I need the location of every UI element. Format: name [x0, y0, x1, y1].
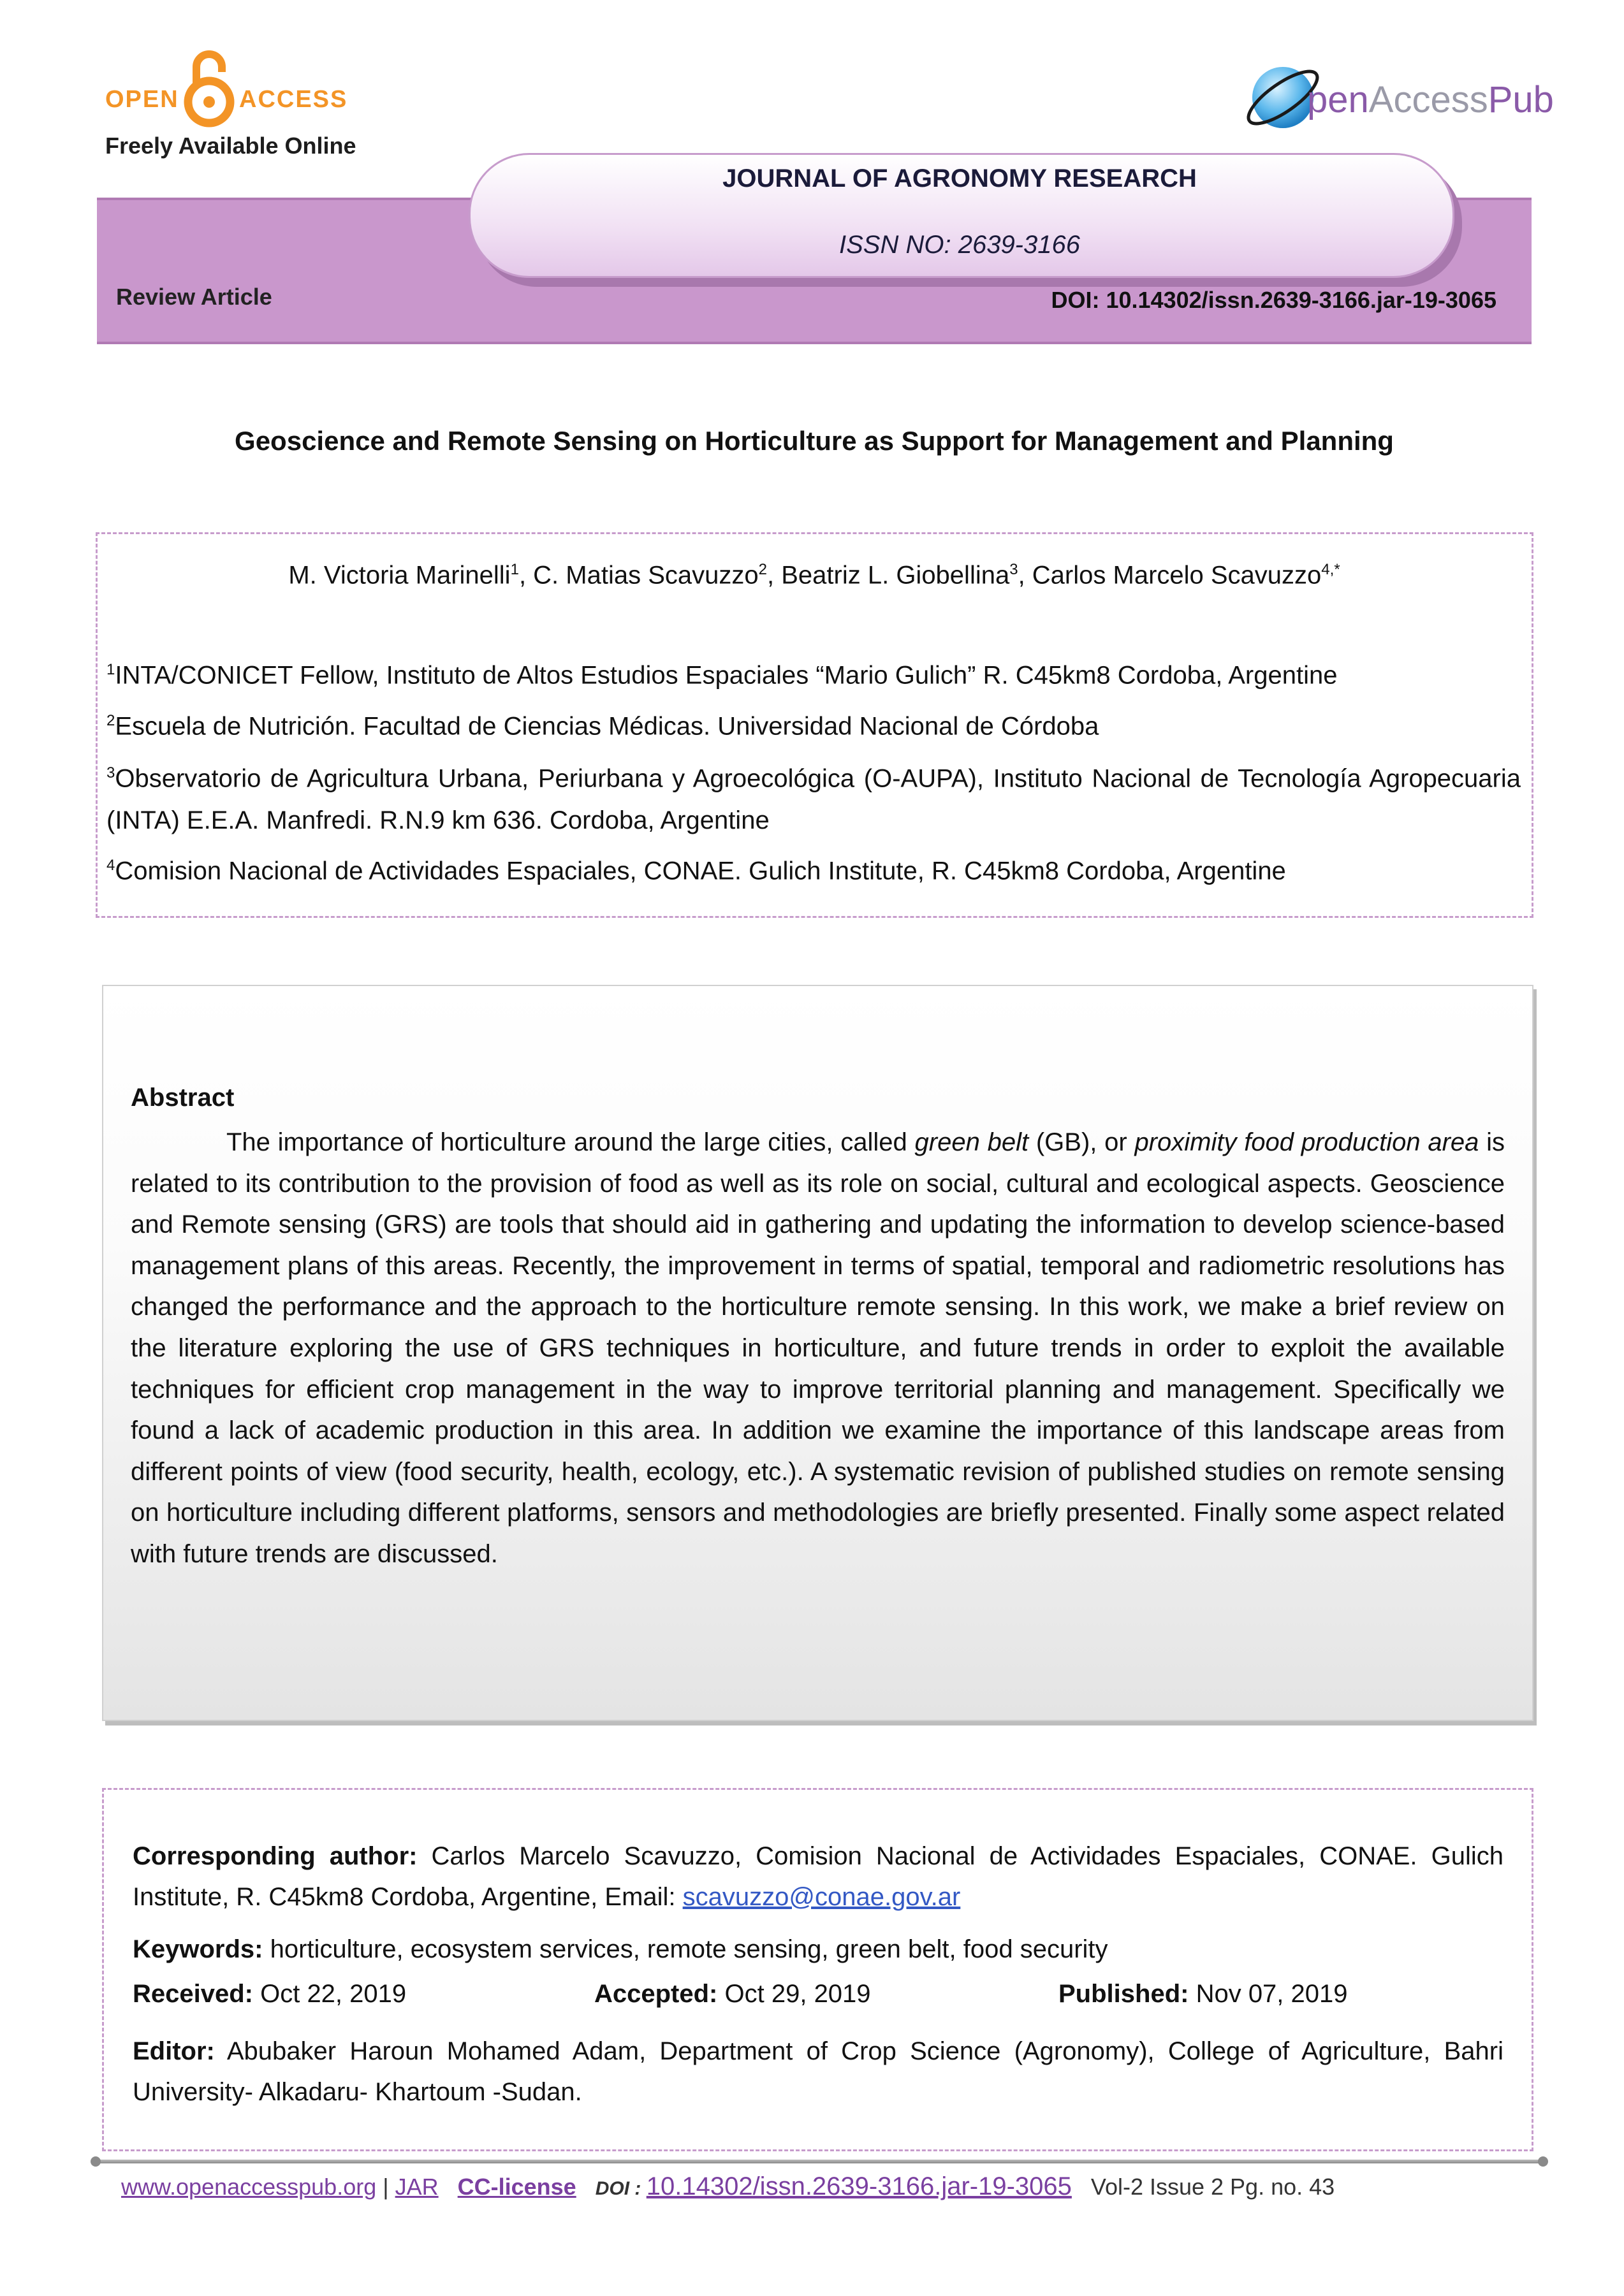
openaccesspub-wordmark: penAccessPub [1307, 79, 1554, 120]
editor-info: Editor: Abubaker Haroun Mohamed Adam, Department of Crop Science (Agronomy), College of Agriculture, Bahri University- Alkadaru- Khartoum -Sudan. [133, 2037, 1503, 2106]
published-date: Published: Nov 07, 2019 [1058, 1980, 1348, 2008]
license-link[interactable]: CC-license [457, 2174, 576, 2200]
affiliation-4: $^4$Comision Nacional de Actividades Espaciales, CONAE. Gulich Institute, R. C45km8 Cordoba, Argentine [106, 857, 1286, 885]
corresponding-author: Corresponding author: Carlos Marcelo Scavuzzo, Comision Nacional de Actividades Espaciales, CONAE. Gulich Institute, R. C45km8 Cordoba, Argentine, Email: scavuzzo@conae.gov.ar [133, 1842, 1503, 1911]
open-access-access-word: ACCESS [239, 86, 348, 113]
header-doi: DOI: 10.14302/issn.2639-3166.jar-19-3065 [1051, 287, 1496, 313]
open-access-open-word: OPEN [105, 86, 179, 113]
email-link[interactable]: scavuzzo@conae.gov.ar [682, 1883, 961, 1911]
article-type: Review Article [116, 284, 272, 310]
website-link[interactable]: www.openaccesspub.org [121, 2174, 377, 2200]
author-list: M. Victoria Marinelli$^1$, C. Matias Scavuzzo$^2$, Beatriz L. Giobellina$^3$, Carlos Marcelo Scavuzzo$^{4,*}$ [288, 561, 1340, 590]
term-green-belt: green belt [914, 1128, 1029, 1156]
author-name: M. Victoria Marinelli [288, 561, 511, 590]
journal-link[interactable]: JAR [395, 2174, 439, 2200]
volume-page-info: Vol-2 Issue 2 Pg. no. 43 [1090, 2174, 1335, 2200]
affiliation-3: $^3$Observatorio de Agricultura Urbana, Periurbana y Agroecológica (O-AUPA), Instituto Nacional de Tecnología Agropecuaria (INTA) E.E.A. Manfredi. R.N.9 km 636. Cordoba, Argentine [106, 764, 1521, 835]
abstract-heading: Abstract [131, 1084, 235, 1112]
author-sup: 4,* [1321, 561, 1340, 578]
term-proximity-food: proximity food production area [1134, 1128, 1479, 1156]
footer-doi-label: DOI : [595, 2178, 647, 2199]
author-sup: 2 [758, 561, 767, 578]
footer-divider [96, 2160, 1543, 2163]
abstract-text: The importance of horticulture around the large cities, called green belt (GB), or proximity food production area is related to its contribution to the provision of food as well as its role on social, cultural and ecological aspects. Geoscience and Remote sensing (GRS) are tools that should aid in gathering and updating the information to develop science-based management plans of this areas. Recently, the improvement in terms of spatial, temporal and radiometric resolutions has changed the performance and the approach to the horticulture remote sensing. In this work, we make a brief review on the literature exploring the use of GRS techniques in horticulture, and future trends in order to exploit the available techniques for efficient crop management in the way to improve territorial planning and management. Specifically we found a lack of academic production in this area. In addition we examine the importance of this landscape areas from different points of view (food security, health, ecology, etc.). A systematic revision of published studies on remote sensing on horticulture including different platforms, sensors and methodologies are briefly presented. Finally some aspect related with future trends are discussed. [131, 1128, 1505, 1568]
author-name: Carlos Marcelo Scavuzzo [1032, 561, 1322, 590]
author-name: Beatriz L. Giobellina [781, 561, 1010, 590]
author-sup: 1 [510, 561, 519, 578]
received-date: Received: Oct 22, 2019 [133, 1980, 407, 2008]
padlock-icon [180, 48, 238, 127]
issn-number: ISSN NO: 2639-3166 [839, 231, 1080, 259]
openaccesspub-logo [1243, 54, 1554, 137]
affiliation-1: $^1$INTA/CONICET Fellow, Instituto de Altos Estudios Espaciales “Mario Gulich” R. C45km8 Cordoba, Argentine [106, 661, 1338, 690]
freely-available-label: Freely Available Online [105, 133, 356, 159]
author-sup: 3 [1009, 561, 1018, 578]
page-footer: www.openaccesspub.org | JAR CC-license DOI : 10.14302/issn.2639-3166.jar-19-3065 Vol-2 Issue 2 Pg. no. 43 [121, 2172, 1335, 2200]
footer-doi-link[interactable]: 10.14302/issn.2639-3166.jar-19-3065 [646, 2172, 1072, 2200]
author-name: C. Matias Scavuzzo [533, 561, 759, 590]
paper-title: Geoscience and Remote Sensing on Horticulture as Support for Management and Planning [235, 426, 1394, 456]
journal-name: JOURNAL OF AGRONOMY RESEARCH [722, 164, 1197, 193]
accepted-date: Accepted: Oct 29, 2019 [594, 1980, 871, 2008]
open-access-logo [105, 51, 360, 166]
keywords: Keywords: horticulture, ecosystem services, remote sensing, green belt, food security [133, 1935, 1108, 1963]
affiliation-2: $^2$Escuela de Nutrición. Facultad de Ciencias Médicas. Universidad Nacional de Córdoba [106, 712, 1099, 741]
